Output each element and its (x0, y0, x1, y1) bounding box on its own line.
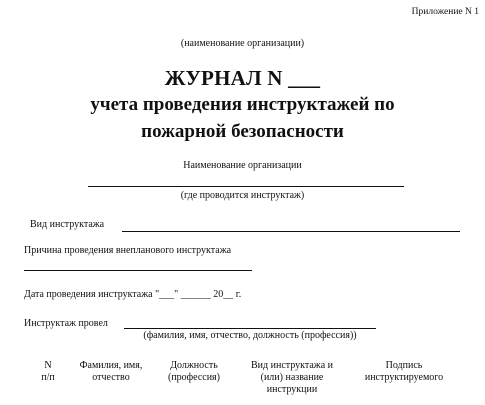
instructor-caption: (фамилия, имя, отчество, должность (профессия)) (143, 330, 357, 341)
column-header-line: (или) название (260, 372, 324, 383)
column-header-line: инструкции (266, 384, 318, 395)
organization-name-line[interactable] (88, 186, 404, 187)
organization-caption-top: (наименование организации) (180, 38, 305, 49)
column-header-signature (352, 360, 456, 384)
column-header-line: инструктируемого (364, 372, 444, 383)
unscheduled-reason-label: Причина проведения внепланового инструктажа (24, 245, 232, 256)
column-header-line: Фамилия, имя, (79, 360, 143, 371)
column-header-position (156, 360, 232, 384)
instruction-date-label: Дата проведения инструктажа "___" ______ 20__ г. (24, 289, 242, 300)
column-header-instruction-type (240, 360, 344, 396)
column-header-line: п/п (41, 372, 55, 383)
column-header-line: N (44, 360, 52, 371)
column-header-number (36, 360, 60, 384)
journal-title: ЖУРНАЛ N ___ (164, 66, 321, 90)
organization-name-label: Наименование организации (183, 160, 302, 171)
organization-where-caption: (где проводится инструктаж) (180, 190, 305, 201)
column-header-line: отчество (92, 372, 130, 383)
instructor-line[interactable] (124, 328, 376, 329)
column-header-line: Подпись (385, 360, 423, 371)
instructor-label: Инструктаж провел (24, 318, 108, 329)
column-header-line: Вид инструктажа и (251, 360, 333, 371)
unscheduled-reason-line[interactable] (24, 270, 252, 271)
column-header-line: (профессия) (167, 372, 220, 383)
appendix-label: Приложение N 1 (411, 7, 479, 17)
column-header-line: Должность (170, 360, 218, 371)
column-header-full-name (72, 360, 150, 384)
journal-subtitle-line1: учета проведения инструктажей по (90, 94, 395, 115)
journal-subtitle-line2: пожарной безопасности (141, 121, 344, 142)
instruction-type-line[interactable] (122, 231, 460, 232)
instruction-type-label: Вид инструктажа (30, 219, 105, 230)
